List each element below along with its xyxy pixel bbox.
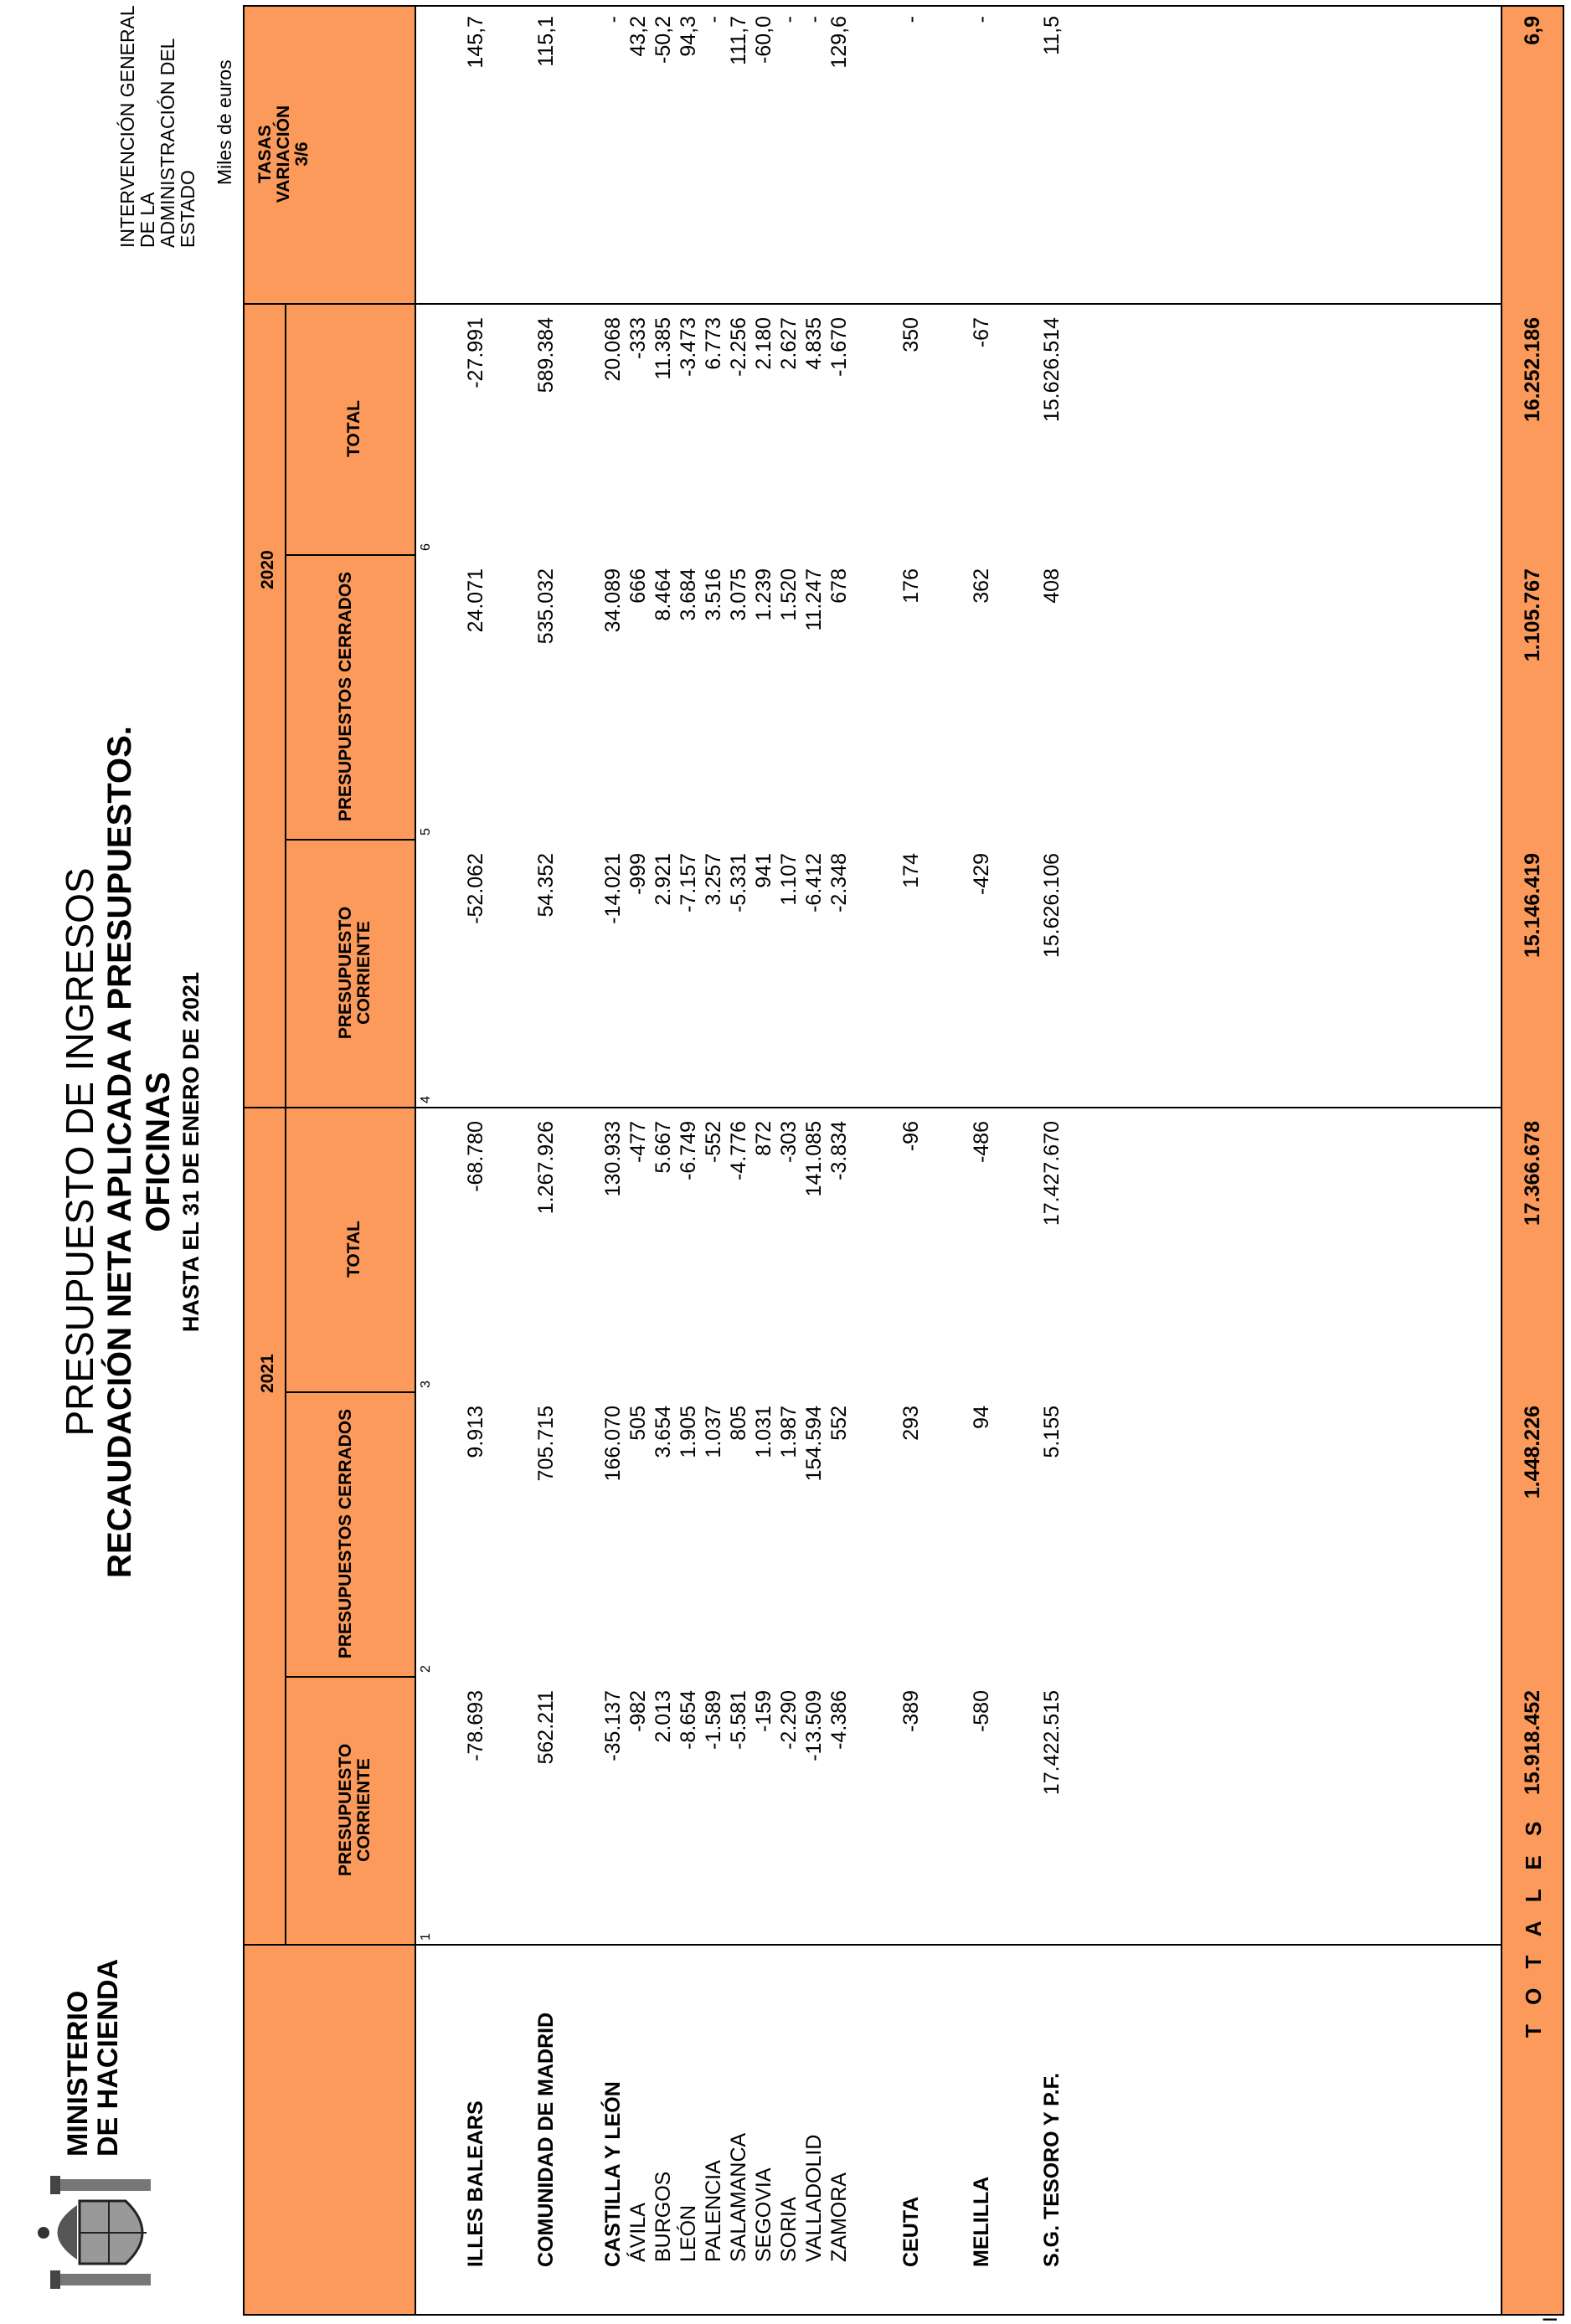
cell-corriente-2021: 17.422.515 — [1040, 1690, 1064, 1796]
cell-cerrados-2020: 3.075 — [727, 568, 750, 621]
cell-cerrados-2021: 293 — [899, 1406, 923, 1441]
row-label: SORIA — [777, 2197, 801, 2262]
cell-total-2020: -1.670 — [827, 317, 851, 377]
cell-corriente-2021: -5.581 — [727, 1690, 750, 1750]
totals-total-2020: 16.252.186 — [1521, 317, 1544, 423]
cell-total-2020: 2.627 — [777, 317, 801, 370]
col-header-corriente-2020: PRESUPUESTO CORRIENTE — [336, 906, 373, 1040]
row-label: ILLES BALEARS — [464, 2100, 487, 2267]
cell-corriente-2021: -8.654 — [677, 1690, 700, 1750]
igae-line1: INTERVENCIÓN GENERAL DE LA — [116, 6, 158, 248]
row-label: VALLADOLID — [802, 2134, 826, 2262]
cell-cerrados-2021: 552 — [827, 1406, 851, 1441]
table-row — [601, 7, 626, 2314]
row-label: MELILLA — [970, 2176, 993, 2267]
col-number-4: 4 — [419, 1096, 433, 1103]
row-label: S.G. TESORO Y P.F. — [1040, 2072, 1064, 2267]
cell-cerrados-2020: 1.520 — [777, 568, 801, 621]
cell-corriente-2021: -2.290 — [777, 1690, 801, 1750]
table-row — [752, 7, 777, 2314]
col-header-total-2020: TOTAL — [344, 399, 363, 458]
row-label: BURGOS — [652, 2171, 675, 2262]
table-row — [464, 7, 489, 2314]
totals-tasas: 6,9 — [1521, 16, 1544, 45]
row-label: SALAMANCA — [727, 2132, 750, 2262]
col-header-cerrados-2020: PRESUPUESTOS CERRADOS — [336, 571, 355, 822]
report-date: HASTA EL 31 DE ENERO DE 2021 — [178, 971, 203, 1333]
cell-tasas: - — [702, 16, 725, 23]
table-row — [626, 7, 652, 2314]
tasas-line2: VARIACIÓN — [274, 105, 293, 203]
label-column-divider — [245, 1944, 1501, 1946]
subcol-divider-1 — [285, 1676, 416, 1678]
cell-total-2021: -96 — [899, 1121, 923, 1152]
cell-total-2021: -4.776 — [727, 1121, 750, 1180]
cell-total-2021: -486 — [970, 1121, 993, 1164]
row-label: CEUTA — [899, 2196, 923, 2267]
report-title: PRESUPUESTO DE INGRESOS — [58, 867, 101, 1437]
cell-cerrados-2020: 3.516 — [702, 568, 725, 621]
cell-cerrados-2021: 9.913 — [464, 1406, 487, 1458]
units-label: Miles de euros — [214, 59, 235, 185]
cell-corriente-2021: -159 — [752, 1690, 775, 1733]
year-underline — [285, 305, 286, 1946]
col-number-3: 3 — [419, 1381, 433, 1388]
cell-total-2021: -6.749 — [677, 1121, 700, 1180]
col-header-corriente-2021: PRESUPUESTO CORRIENTE — [336, 1743, 373, 1877]
cell-total-2021: 1.267.926 — [534, 1121, 558, 1215]
cell-total-2021: 872 — [752, 1121, 775, 1156]
tasas-line1: TASAS — [255, 125, 275, 183]
totals-corriente-2020: 15.146.419 — [1521, 853, 1544, 959]
table-row — [652, 7, 677, 2314]
cell-cerrados-2021: 1.031 — [752, 1406, 775, 1458]
col-header-cerrados-2021: PRESUPUESTOS CERRADOS — [336, 1408, 355, 1659]
row-label: COMUNIDAD DE MADRID — [534, 2012, 558, 2267]
cell-total-2020: 6.773 — [702, 317, 725, 370]
cell-tasas: 129,6 — [827, 16, 851, 69]
cell-corriente-2020: 174 — [899, 853, 923, 888]
report-subtitle: RECAUDACIÓN NETA APLICADA A PRESUPUESTOS. OFICINAS — [101, 726, 177, 1578]
cell-corriente-2021: -78.693 — [464, 1690, 487, 1761]
cell-cerrados-2021: 5.155 — [1040, 1406, 1064, 1458]
cell-tasas: 11,5 — [1040, 16, 1064, 55]
cell-cerrados-2020: 678 — [827, 568, 851, 604]
cell-total-2020: -333 — [626, 317, 650, 360]
totals-label: T O T A L E S — [1521, 1814, 1546, 2038]
cell-cerrados-2021: 705.715 — [534, 1406, 558, 1482]
cell-cerrados-2021: 1.905 — [677, 1406, 700, 1458]
cell-tasas: -60,0 — [752, 16, 775, 64]
cell-cerrados-2020: 3.684 — [677, 568, 700, 621]
row-label: ZAMORA — [827, 2172, 851, 2262]
cell-cerrados-2020: 535.032 — [534, 568, 558, 645]
ministry-line1: MINISTERIO — [62, 1990, 94, 2157]
cell-cerrados-2021: 3.654 — [652, 1406, 675, 1458]
cell-tasas: 145,7 — [464, 16, 487, 69]
subcol-divider-5 — [285, 554, 416, 556]
cell-cerrados-2020: 34.089 — [601, 568, 625, 633]
cell-corriente-2021: -982 — [626, 1690, 650, 1733]
cell-cerrados-2020: 11.247 — [802, 568, 826, 631]
totals-row — [1501, 7, 1563, 2314]
table-row — [727, 7, 752, 2314]
cell-tasas: 111,7 — [727, 16, 750, 65]
cell-cerrados-2021: 805 — [727, 1406, 750, 1441]
table-row — [677, 7, 702, 2314]
cell-tasas: 43,2 — [626, 16, 650, 57]
cell-total-2020: 2.180 — [752, 317, 775, 370]
table-row — [702, 7, 727, 2314]
cell-cerrados-2020: 1.239 — [752, 568, 775, 621]
cell-corriente-2020: -52.062 — [464, 853, 487, 924]
cell-corriente-2020: 1.107 — [777, 853, 801, 906]
tasas-line3: 3/6 — [292, 141, 312, 167]
col-header-tasas — [256, 12, 312, 296]
year-2021-header: 2021 — [258, 1354, 277, 1393]
table-row — [827, 7, 852, 2314]
totals-corriente-2021: 15.918.452 — [1521, 1690, 1544, 1796]
cell-total-2020: -2.256 — [727, 317, 750, 377]
cell-cerrados-2020: 362 — [970, 568, 993, 604]
ministry-line2: DE HACIENDA — [92, 1958, 124, 2157]
table-row — [802, 7, 827, 2314]
cell-cerrados-2021: 1.037 — [702, 1406, 725, 1458]
cell-cerrados-2021: 166.070 — [601, 1406, 625, 1482]
col-header-total-2021: TOTAL — [344, 1220, 363, 1278]
cell-total-2021: -68.780 — [464, 1121, 487, 1192]
cell-corriente-2021: -1.589 — [702, 1690, 725, 1750]
cell-corriente-2020: -7.157 — [677, 853, 700, 913]
cell-cerrados-2021: 154.594 — [802, 1406, 826, 1482]
totals-cerrados-2020: 1.105.767 — [1521, 568, 1544, 662]
totals-total-2021: 17.366.678 — [1521, 1121, 1544, 1226]
cell-tasas: - — [777, 16, 801, 23]
cell-corriente-2020: 2.921 — [652, 853, 675, 906]
cell-corriente-2020: -999 — [626, 853, 650, 896]
row-label: ÁVILA — [626, 2203, 650, 2262]
cell-cerrados-2020: 666 — [626, 568, 650, 604]
cell-tasas: -50,2 — [652, 16, 675, 64]
cell-total-2020: 4.835 — [802, 317, 826, 370]
cell-tasas: 115,1 — [534, 16, 558, 67]
col-number-1: 1 — [419, 1933, 433, 1941]
cell-corriente-2021: 562.211 — [534, 1690, 558, 1765]
table-row — [899, 7, 925, 2314]
cell-corriente-2020: -6.412 — [802, 853, 826, 913]
table-row — [777, 7, 802, 2314]
cell-corriente-2021: -580 — [970, 1690, 993, 1733]
cell-cerrados-2021: 505 — [626, 1406, 650, 1441]
cell-corriente-2021: -13.509 — [802, 1690, 826, 1761]
subcol-divider-4 — [285, 839, 416, 841]
cell-corriente-2020: 15.626.106 — [1040, 853, 1064, 959]
cell-total-2021: -303 — [777, 1121, 801, 1164]
cell-cerrados-2020: 8.464 — [652, 568, 675, 621]
cell-total-2020: 350 — [899, 317, 923, 352]
year-divider — [245, 1107, 1501, 1108]
row-label: LEÓN — [677, 2204, 700, 2262]
table-row — [970, 7, 995, 2314]
igae-name — [117, 0, 198, 248]
cell-cerrados-2021: 94 — [970, 1406, 993, 1429]
col-number-2: 2 — [419, 1665, 433, 1673]
cell-cerrados-2021: 1.987 — [777, 1406, 801, 1458]
cell-total-2020: -27.991 — [464, 317, 487, 388]
cell-total-2020: -3.473 — [677, 317, 700, 377]
cell-total-2020: 11.385 — [652, 317, 675, 380]
cell-total-2020: -67 — [970, 317, 993, 348]
cell-corriente-2021: 2.013 — [652, 1690, 675, 1743]
row-label: CASTILLA Y LEÓN — [601, 2081, 625, 2267]
col-number-5: 5 — [419, 828, 433, 836]
cell-tasas: - — [899, 16, 923, 23]
table-row — [1040, 7, 1065, 2314]
cell-cerrados-2020: 176 — [899, 568, 923, 604]
report-title-block — [59, 650, 204, 1654]
row-label: PALENCIA — [702, 2160, 725, 2262]
cell-corriente-2020: 941 — [752, 853, 775, 888]
cell-cerrados-2020: 24.071 — [464, 568, 487, 633]
col-number-6: 6 — [419, 543, 433, 551]
cell-corriente-2020: -14.021 — [601, 853, 625, 924]
cell-corriente-2021: -35.137 — [601, 1690, 625, 1761]
cell-tasas: - — [970, 16, 993, 23]
revenue-table — [243, 5, 1564, 2316]
cell-corriente-2020: -429 — [970, 853, 993, 896]
cell-cerrados-2020: 408 — [1040, 568, 1064, 604]
cell-corriente-2021: -4.386 — [827, 1690, 851, 1750]
table-header — [245, 7, 416, 2314]
cell-corriente-2021: -389 — [899, 1690, 923, 1733]
cell-total-2021: 130.933 — [601, 1121, 625, 1197]
cell-total-2021: 141.085 — [802, 1121, 826, 1197]
cell-total-2021: -552 — [702, 1121, 725, 1164]
table-row — [534, 7, 559, 2314]
cell-total-2021: 17.427.670 — [1040, 1121, 1064, 1226]
row-label: SEGOVIA — [752, 2167, 775, 2262]
cell-corriente-2020: -5.331 — [727, 853, 750, 913]
cell-total-2021: -3.834 — [827, 1121, 851, 1180]
cell-total-2020: 15.626.514 — [1040, 317, 1064, 423]
ministry-name — [63, 1959, 123, 2157]
cell-corriente-2020: -2.348 — [827, 853, 851, 913]
cell-tasas: 94,3 — [677, 16, 700, 57]
cell-tasas: - — [601, 16, 625, 23]
cell-total-2021: -477 — [626, 1121, 650, 1164]
subcol-divider-2 — [285, 1391, 416, 1393]
year-2020-header: 2020 — [258, 550, 277, 589]
cell-total-2020: 589.384 — [534, 317, 558, 393]
cell-total-2021: 5.667 — [652, 1121, 675, 1174]
cell-corriente-2020: 3.257 — [702, 853, 725, 906]
totals-cerrados-2021: 1.448.226 — [1521, 1406, 1544, 1499]
cell-tasas: - — [802, 16, 826, 23]
cell-total-2020: 20.068 — [601, 317, 625, 382]
igae-line2: ADMINISTRACIÓN DEL ESTADO — [157, 39, 198, 248]
coat-of-arms-icon — [33, 2176, 159, 2289]
cell-corriente-2020: 54.352 — [534, 853, 558, 918]
